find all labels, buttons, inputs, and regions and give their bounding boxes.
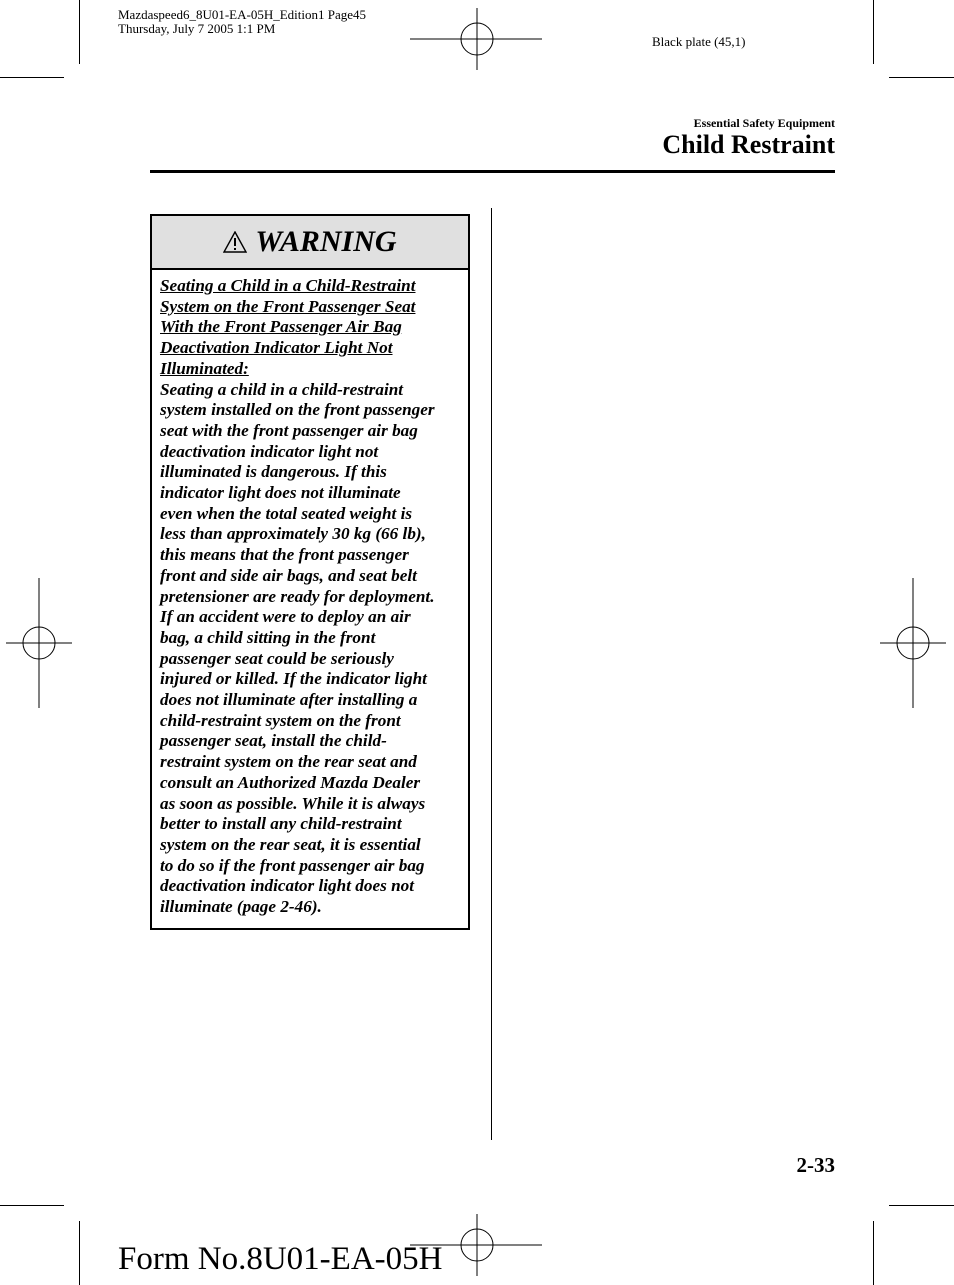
page-title: Child Restraint	[662, 130, 835, 159]
crosshair-registration-icon	[6, 578, 72, 708]
warning-text-line: passenger seat could be seriously	[160, 648, 394, 668]
section-label: Essential Safety Equipment	[693, 116, 835, 130]
warning-text-line: does not illuminate after installing a	[160, 690, 418, 710]
crop-mark	[889, 1205, 954, 1206]
warning-text-line: restraint system on the rear seat and	[160, 752, 417, 772]
warning-text-line: system installed on the front passenger	[160, 400, 435, 420]
warning-title: WARNING	[255, 225, 397, 258]
warning-text-line: bag, a child sitting in the front	[160, 627, 376, 647]
column-divider	[491, 208, 492, 1140]
warning-text-line: Seating a child in a child-restraint	[160, 379, 404, 399]
warning-heading-line: Seating a Child in a Child-Restraint	[160, 276, 416, 295]
warning-body	[152, 270, 468, 918]
warning-text-line: to do so if the front passenger air bag	[160, 855, 425, 875]
warning-text-line: better to install any child-restraint	[160, 814, 402, 834]
warning-text-line: child-restraint system on the front	[160, 710, 401, 730]
warning-text-line: seat with the front passenger air bag	[160, 420, 418, 440]
print-file-info: Mazdaspeed6_8U01-EA-05H_Edition1 Page45	[118, 7, 367, 22]
warning-heading-line: Illuminated:	[160, 358, 249, 378]
crop-mark	[79, 0, 80, 64]
form-number: Form No.8U01-EA-05H	[118, 1241, 443, 1277]
crosshair-registration-icon	[410, 8, 542, 70]
warning-triangle-icon	[223, 231, 247, 253]
warning-heading-line: Deactivation Indicator Light Not	[160, 338, 393, 358]
crop-mark	[889, 77, 954, 78]
crop-mark	[873, 0, 874, 64]
crop-mark	[79, 1221, 80, 1285]
warning-text-line: system on the rear seat, it is essential	[160, 834, 421, 854]
page-number: 2-33	[796, 1153, 835, 1177]
warning-text-line: front and side air bags, and seat belt	[160, 565, 417, 585]
crop-mark	[873, 1221, 874, 1285]
warning-text-line: even when the total seated weight is	[160, 503, 413, 523]
print-date-info: Thursday, July 7 2005 1:1 PM	[118, 21, 276, 36]
warning-text-line: indicator light does not illuminate	[160, 483, 401, 503]
plate-info: Black plate (45,1)	[652, 34, 746, 49]
warning-text-line: illuminate (page 2-46).	[160, 897, 322, 917]
warning-heading-line: System on the Front Passenger Seat	[160, 296, 416, 316]
warning-text-line: less than approximately 30 kg (66 lb),	[160, 524, 426, 544]
warning-text-line: If an accident were to deploy an air	[160, 607, 411, 627]
warning-text-line: as soon as possible. While it is always	[160, 793, 426, 813]
warning-text-line: deactivation indicator light does not	[160, 876, 415, 896]
warning-text-line: consult an Authorized Mazda Dealer	[160, 772, 421, 792]
warning-text-line: injured or killed. If the indicator light	[160, 669, 427, 689]
warning-text-line: passenger seat, install the child-	[160, 731, 387, 751]
warning-text-line: this means that the front passenger	[160, 545, 409, 565]
crop-mark	[0, 1205, 64, 1206]
warning-box	[150, 214, 470, 930]
warning-text-line: pretensioner are ready for deployment.	[160, 586, 435, 606]
warning-text-line: deactivation indicator light not	[160, 441, 379, 461]
crop-mark	[0, 77, 64, 78]
warning-heading-line: With the Front Passenger Air Bag	[160, 317, 402, 337]
crosshair-registration-icon	[880, 578, 946, 708]
warning-text-line: illuminated is dangerous. If this	[160, 462, 387, 482]
header-rule	[150, 170, 835, 173]
warning-header	[152, 216, 468, 270]
